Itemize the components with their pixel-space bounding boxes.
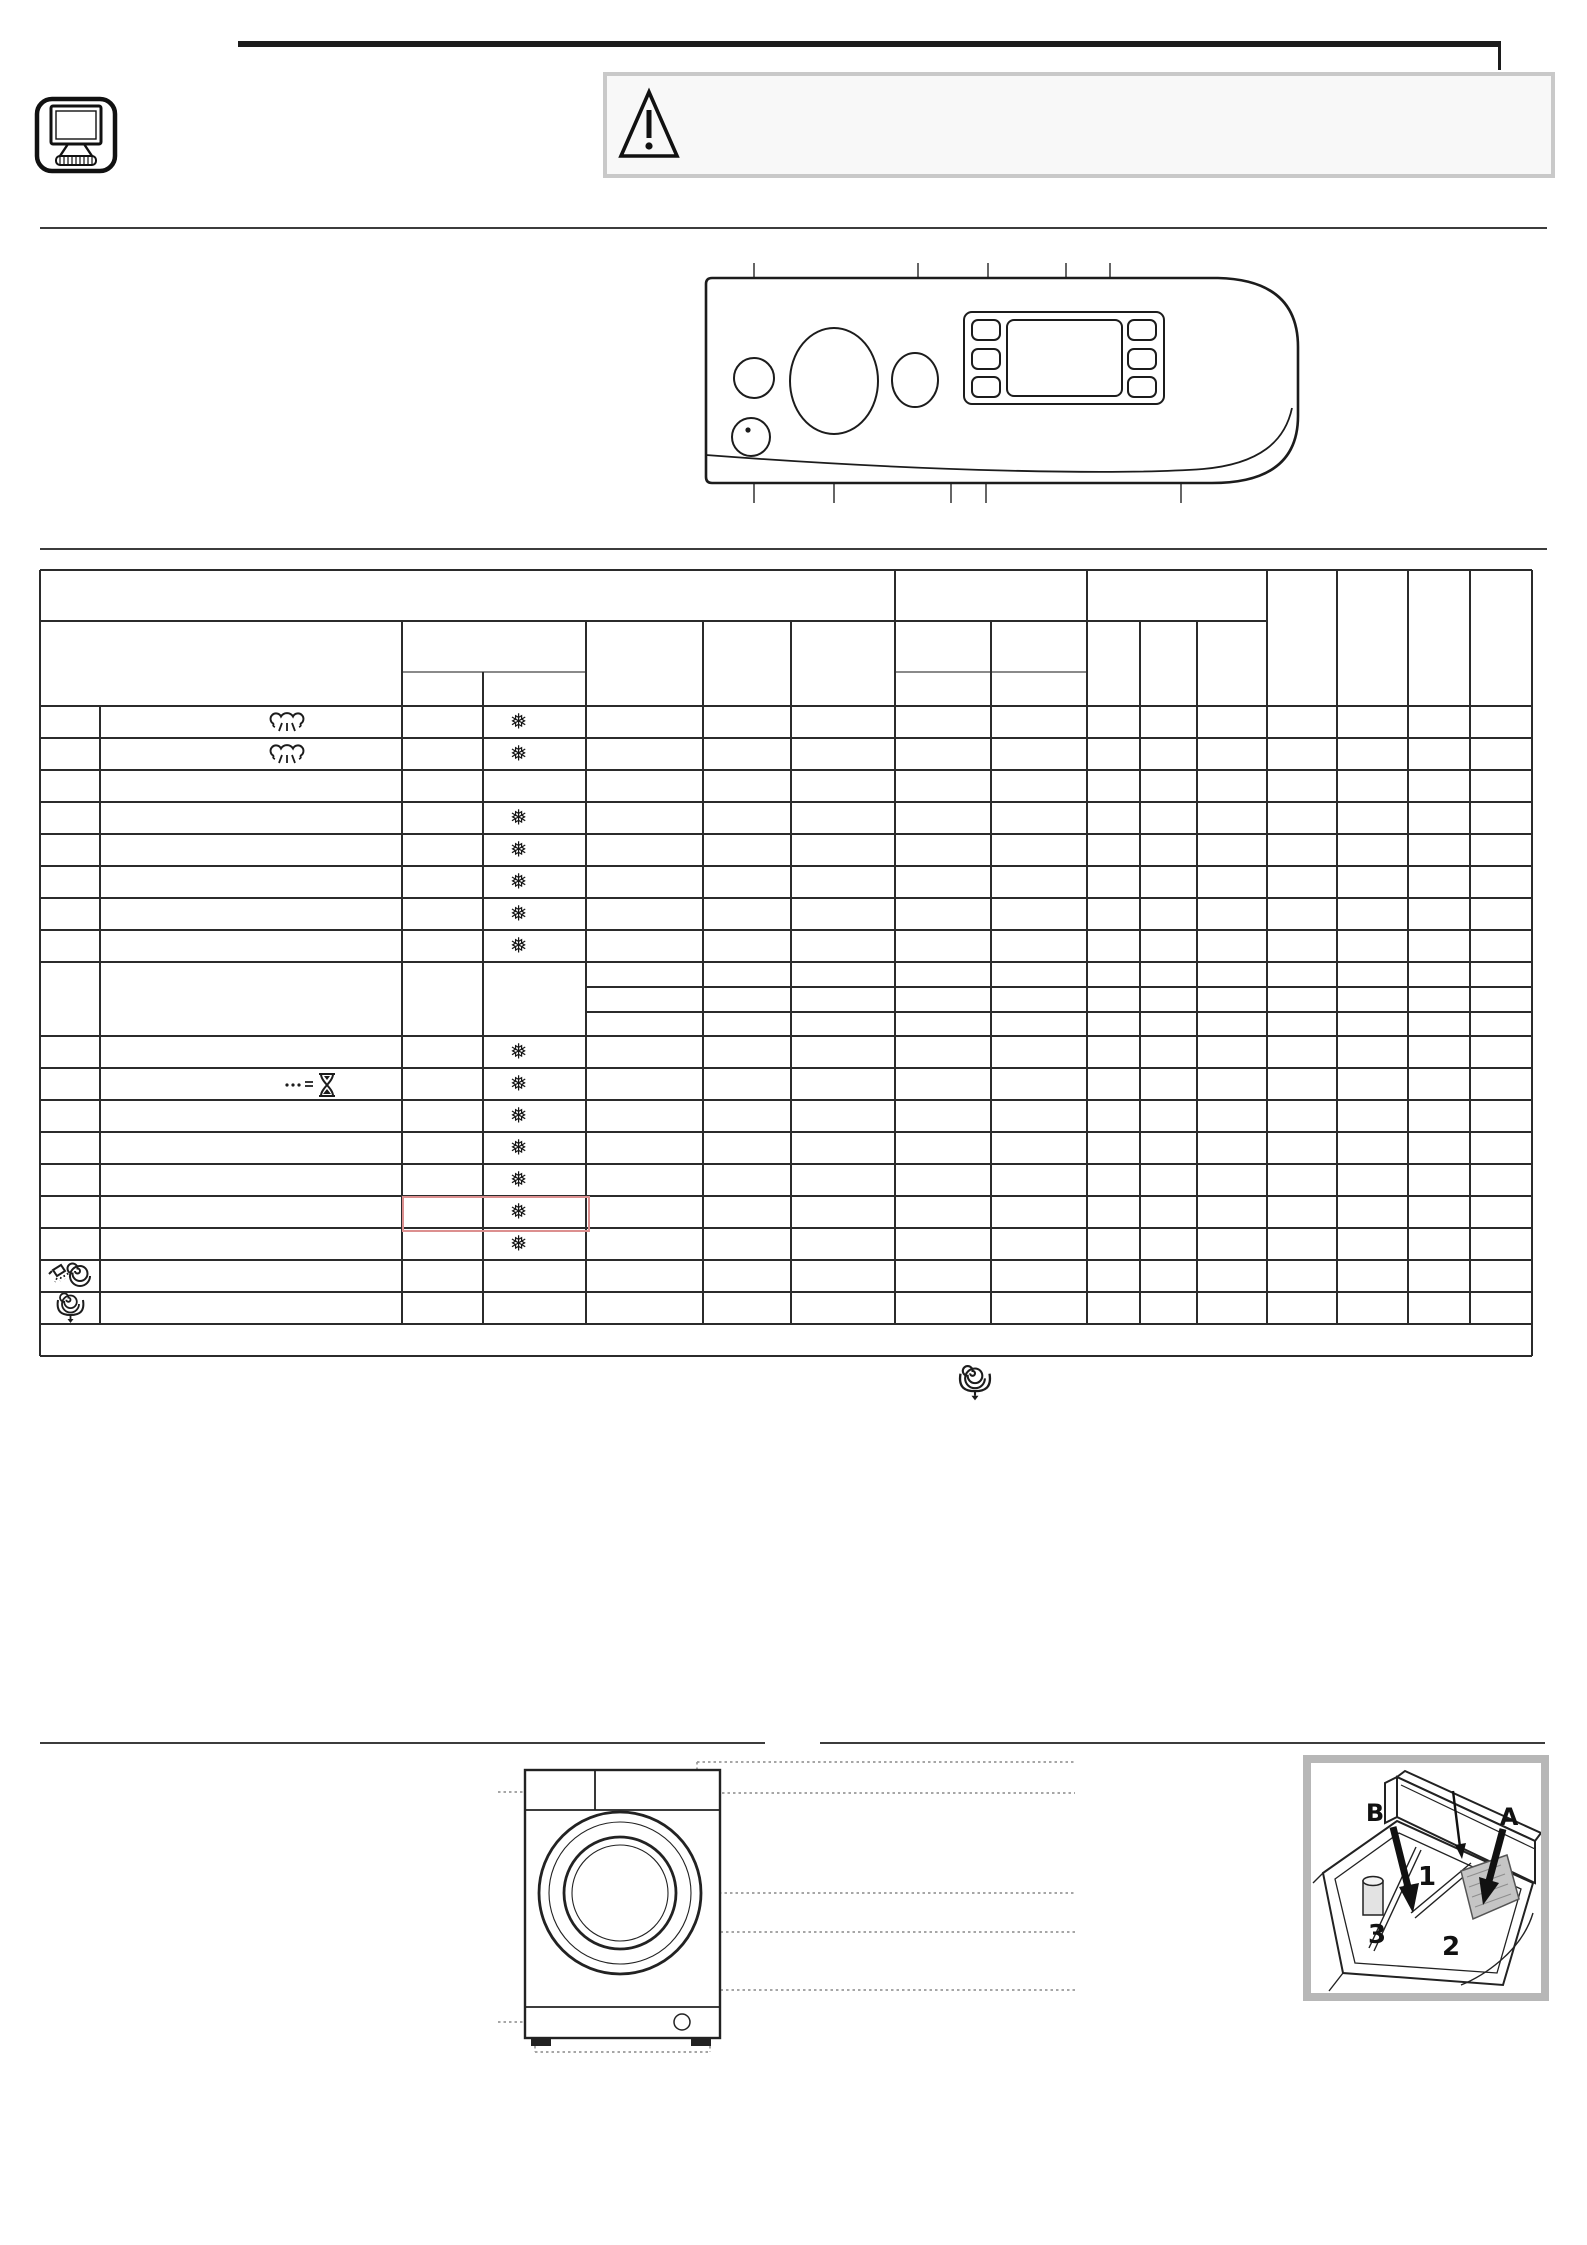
drawer-label-1: 1 xyxy=(1417,1862,1437,1892)
table-grid-line xyxy=(40,1163,1532,1165)
table-grid-line xyxy=(40,737,1532,739)
table-grid-line xyxy=(586,986,1532,987)
table-grid-line xyxy=(40,1259,1532,1261)
table-grid-line xyxy=(586,1011,1532,1012)
table-grid-line xyxy=(40,569,1532,572)
snowflake-icon: ❅ xyxy=(509,1199,528,1224)
table-grid-line xyxy=(40,1355,1532,1358)
cotton-icon xyxy=(268,711,306,734)
table-grid-line xyxy=(990,621,992,1324)
table-grid-line xyxy=(40,865,1532,867)
snowflake-icon: ❅ xyxy=(509,1135,528,1160)
table-grid-line xyxy=(40,1291,1532,1293)
cotton-icon xyxy=(268,743,306,766)
snowflake-icon: ❅ xyxy=(509,1039,528,1064)
snowflake-icon: ❅ xyxy=(509,805,528,830)
washer-foot-right xyxy=(691,2038,711,2046)
table-grid-line xyxy=(1266,570,1268,1324)
snowflake-icon: ❅ xyxy=(509,1071,528,1096)
table-grid-line xyxy=(40,620,1267,622)
washer-front-figure xyxy=(480,1745,1080,2065)
table-grid-line xyxy=(1336,570,1338,1324)
drawer-label-b: B xyxy=(1365,1799,1385,1827)
table-grid-line xyxy=(99,706,101,1324)
snowflake-icon: ❅ xyxy=(509,1231,528,1256)
table-grid-line xyxy=(1469,570,1471,1324)
snowflake-icon: ❅ xyxy=(509,1103,528,1128)
washer-foot-left xyxy=(531,2038,551,2046)
table-grid-line xyxy=(40,801,1532,803)
table-grid-line xyxy=(1196,621,1198,1324)
table-grid-line xyxy=(702,621,704,1324)
rinse-spin-icon xyxy=(48,1261,94,1292)
drawer-label-a: A xyxy=(1499,1803,1519,1831)
snowflake-icon: ❅ xyxy=(509,741,528,766)
table-grid-line xyxy=(790,621,792,1324)
table-grid-line xyxy=(40,961,1532,963)
table-grid-line xyxy=(1407,570,1409,1324)
table-grid-line xyxy=(40,1099,1532,1101)
table-grid-line xyxy=(40,1035,1532,1037)
drain-flower-icon xyxy=(957,1364,993,1402)
snowflake-icon: ❅ xyxy=(509,869,528,894)
drawer-label-3: 3 xyxy=(1367,1920,1387,1950)
drawer-label-2: 2 xyxy=(1441,1932,1461,1962)
table-grid-line xyxy=(402,671,586,673)
table-grid-line xyxy=(894,570,897,1324)
table-grid-line xyxy=(1086,570,1088,1324)
snowflake-icon: ❅ xyxy=(509,837,528,862)
table-grid-line xyxy=(40,1131,1532,1133)
drawer-dosing-cup xyxy=(1363,1877,1383,1916)
table-grid-line xyxy=(40,769,1532,771)
table-grid-line xyxy=(40,705,1532,707)
table-grid-line xyxy=(40,929,1532,931)
snowflake-icon: ❅ xyxy=(509,933,528,958)
table-grid-line xyxy=(40,1227,1532,1229)
table-grid-line xyxy=(1531,570,1534,1356)
table-grid-line xyxy=(1139,621,1141,1324)
drain-flower-icon xyxy=(55,1293,86,1323)
detergent-drawer-figure xyxy=(1303,1755,1549,2001)
table-grid-line xyxy=(40,1067,1532,1069)
table-grid-line xyxy=(39,570,42,1356)
table-grid-line xyxy=(40,833,1532,835)
delay-hourglass-icon xyxy=(283,1072,339,1098)
table-grid-line xyxy=(40,1323,1532,1325)
table-grid-line xyxy=(40,1195,1532,1197)
snowflake-icon: ❅ xyxy=(509,1167,528,1192)
red-highlight-box xyxy=(402,1196,590,1232)
table-grid-line xyxy=(40,897,1532,899)
snowflake-icon: ❅ xyxy=(509,709,528,734)
snowflake-icon: ❅ xyxy=(509,901,528,926)
